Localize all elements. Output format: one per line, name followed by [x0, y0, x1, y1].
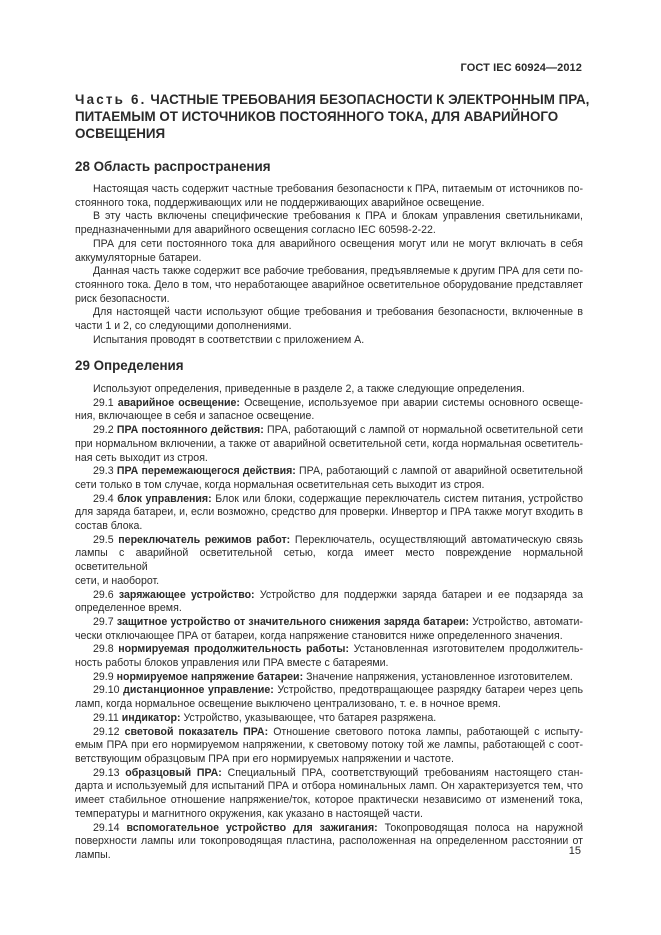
s28-p3-line-2: аккумуляторные батареи. — [75, 251, 202, 264]
s28-p3-line-1: ПРА для сети постоянного тока для аварийного освещения могут или не могут включать в себя — [93, 237, 583, 250]
definition-29-8-cont: ность работы блоков управления или ПРА вместе с батареями. — [75, 657, 389, 670]
definition-29-2-cont: при нормальном включении, а также от аварийной осветительной сети, когда нормальная осветитель- — [75, 437, 583, 450]
definition-29-14-cont: поверхности лампы или токопроводящая пластина, расположенная на определенном расстоянии от — [75, 835, 583, 848]
s28-p4-line-3: риск безопасности. — [75, 292, 170, 305]
s28-p2-line-2: предназначенными для аварийного освещения согласно IEC 60598-2-22. — [75, 224, 436, 237]
definition-29-14: 29.14 вспомогательное устройство для зажигания: Токопроводящая полоса на наружной — [93, 821, 584, 834]
s29-intro: Используют определения, приведенные в разделе 2, а также следующие определения. — [93, 383, 525, 395]
definition-29-6: 29.6 заряжающее устройство: Устройство для поддержки заряда батареи и ее подзаряда за — [93, 588, 583, 601]
definition-29-2: 29.2 ПРА постоянного действия: ПРА, работающий с лампой от нормальной осветительной сети — [93, 424, 584, 437]
s28-p5-line-2: части 1 и 2, со следующими дополнениями. — [75, 320, 292, 333]
s28-p1-line-2: стоянного тока, поддерживающих или не поддерживающих аварийное освещение. — [75, 196, 485, 209]
definition-29-3-cont: сети только в том случае, когда нормальная осветительная сеть выходит из строя. — [75, 478, 485, 491]
part-title — [75, 91, 590, 142]
part-title-line-2: ПИТАЕМЫМ ОТ ИСТОЧНИКОВ ПОСТОЯННОГО ТОКА, ДЛЯ АВАРИЙНОГО — [75, 109, 559, 124]
definition-29-5-cont: лампы с аварийной осветительной сетью, когда имеет место повреждение нормальной осветительной — [75, 547, 583, 574]
definition-29-12-cont2: ветствующим образцовым ПРА при его нормируемых напряжении и частоте. — [75, 752, 454, 765]
definition-29-9: 29.9 нормируемое напряжение батареи: Значение напряжения, установленное изготовителем. — [93, 670, 573, 683]
definition-29-11: 29.11 индикатор: Устройство, указывающее, что батарея разряжена. — [93, 711, 437, 724]
definition-29-1-cont: ния, включающее в себя и запасное освещение. — [75, 410, 315, 423]
s28-p5-line-1: Для настоящей части используют общие требования и требования безопасности, включенные в — [93, 306, 583, 319]
part-label: Часть 6. — [75, 92, 147, 107]
definition-29-12: 29.12 световой показатель ПРА: Отношение светового потока лампы, работающей с испыту- — [93, 725, 583, 738]
s28-p4-line-1: Данная часть также содержит все рабочие требования, предъявляемые к другим ПРА для сети по- — [93, 265, 583, 278]
definition-29-13: 29.13 образцовый ПРА: Специальный ПРА, соответствующий требованиям настоящего стан- — [93, 766, 583, 779]
definition-29-1: 29.1 аварийное освещение: Освещение, используемое при аварии системы основного освеще- — [93, 396, 583, 409]
s28-p4-line-2: стоянного тока. Дело в том, что неработающее аварийное осветительное оборудование представляет — [75, 278, 583, 291]
definition-29-14-cont2: лампы. — [75, 848, 111, 861]
section-29-heading: 29 Определения — [75, 358, 184, 373]
definition-29-10: 29.10 дистанционное управление: Устройство, предотвращающее разрядку батареи через цепь — [93, 684, 583, 697]
s28-p1-line-1: Настоящая часть содержит частные требования безопасности к ПРА, питаемым от источников по- — [93, 183, 583, 195]
definition-29-10-cont: ламп, когда нормальное освещение выключено централизовано, т. е. в ночное время. — [75, 698, 501, 711]
definition-29-6-cont: определенное время. — [75, 602, 182, 615]
definition-29-13-cont2: имеет стабильное отношение напряжение/ток, которое практически независимо от изменений тока, — [75, 794, 583, 807]
section-28-heading: 28 Область распространения — [75, 159, 271, 174]
definition-29-2-cont2: ная сеть выходит из строя. — [75, 451, 208, 464]
definition-29-13-cont: дарта и используемый для испытаний ПРА и отбора номинальных ламп. Он характеризуется тем, что — [75, 780, 583, 793]
definition-29-4-cont2: состав блока. — [75, 520, 143, 533]
definition-29-8: 29.8 нормируемая продолжительность работы: Установленная изготовителем продолжитель- — [93, 643, 583, 656]
definition-29-7: 29.7 защитное устройство от значительного снижения заряда батареи: Устройство, автомати- — [93, 615, 583, 628]
section-29-body — [75, 383, 583, 863]
definition-29-4-cont: для заряда батареи, и, если возможно, средство для проверки. Инвертор и ПРА также могут входить в — [75, 506, 583, 519]
definition-29-13-cont3: температуры и магнитного окружения, как указано в настоящей части. — [75, 807, 423, 820]
definition-29-3: 29.3 ПРА перемежающегося действия: ПРА, работающий с лампой от аварийной осветительной — [93, 465, 583, 478]
definition-29-5-cont2: сети, и наоборот. — [75, 574, 160, 587]
definition-29-5: 29.5 переключатель режимов работ: Переключатель, осуществляющий автоматическую связь — [93, 533, 583, 546]
page-number: 15 — [568, 845, 581, 857]
definition-29-4: 29.4 блок управления: Блок или блоки, содержащие переключатель систем питания, устройство — [93, 492, 583, 505]
definition-29-7-cont: чески отключающее ПРА от батареи, когда напряжение становится ниже определенного значения. — [75, 629, 563, 642]
standard-reference: ГОСТ IEC 60924—2012 — [460, 62, 582, 74]
part-title-line-1: ЧАСТНЫЕ ТРЕБОВАНИЯ БЕЗОПАСНОСТИ К ЭЛЕКТРОННЫМ ПРА, — [150, 92, 590, 107]
s28-p6-line-1: Испытания проводят в соответствии с приложением А. — [93, 333, 365, 346]
section-28-body — [75, 183, 583, 347]
s28-p2-line-1: В эту часть включены специфические требования к ПРА и блокам управления светильниками, — [93, 210, 583, 223]
part-title-line-3: ОСВЕЩЕНИЯ — [75, 126, 166, 141]
definition-29-12-cont: емым ПРА при его нормируемом напряжении, к световому потоку той же лампы, работающей с соот- — [75, 739, 583, 752]
